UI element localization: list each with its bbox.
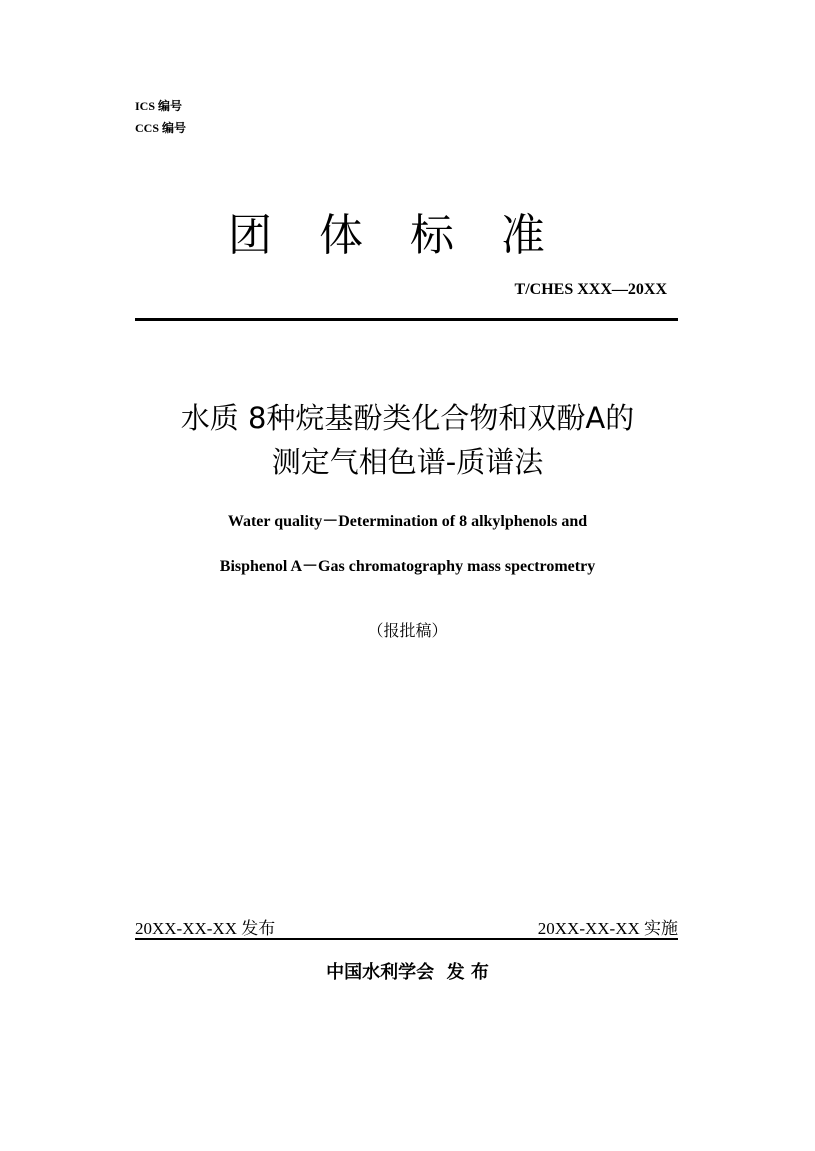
publisher-line: 中国水利学会 发 布 [326,962,489,983]
english-title-line-2: Bisphenol A－Gas chromatography mass spectrometry [219,558,596,575]
english-title-line-1: Water quality－Determination of 8 alkylphenols and [227,513,588,530]
ics-number-label: ICS 编号 [135,99,183,113]
ccs-number-label: CCS 编号 [135,121,187,135]
implementation-date: 20XX-XX-XX 实施 [537,919,678,938]
chinese-title-line-1: 水质 8种烷基酚类化合物和双酚A的 [180,401,635,435]
chinese-title [100,396,715,484]
chinese-title-line-2: 测定气相色谱-质谱法 [271,445,544,479]
footer-divider [135,938,678,940]
release-date: 20XX-XX-XX 发布 [135,919,276,938]
header-divider [135,318,678,321]
standard-code: T/CHES XXX—20XX [514,281,667,298]
standard-type-title: 团体标准 [228,210,592,261]
draft-status: （报批稿） [367,621,448,640]
